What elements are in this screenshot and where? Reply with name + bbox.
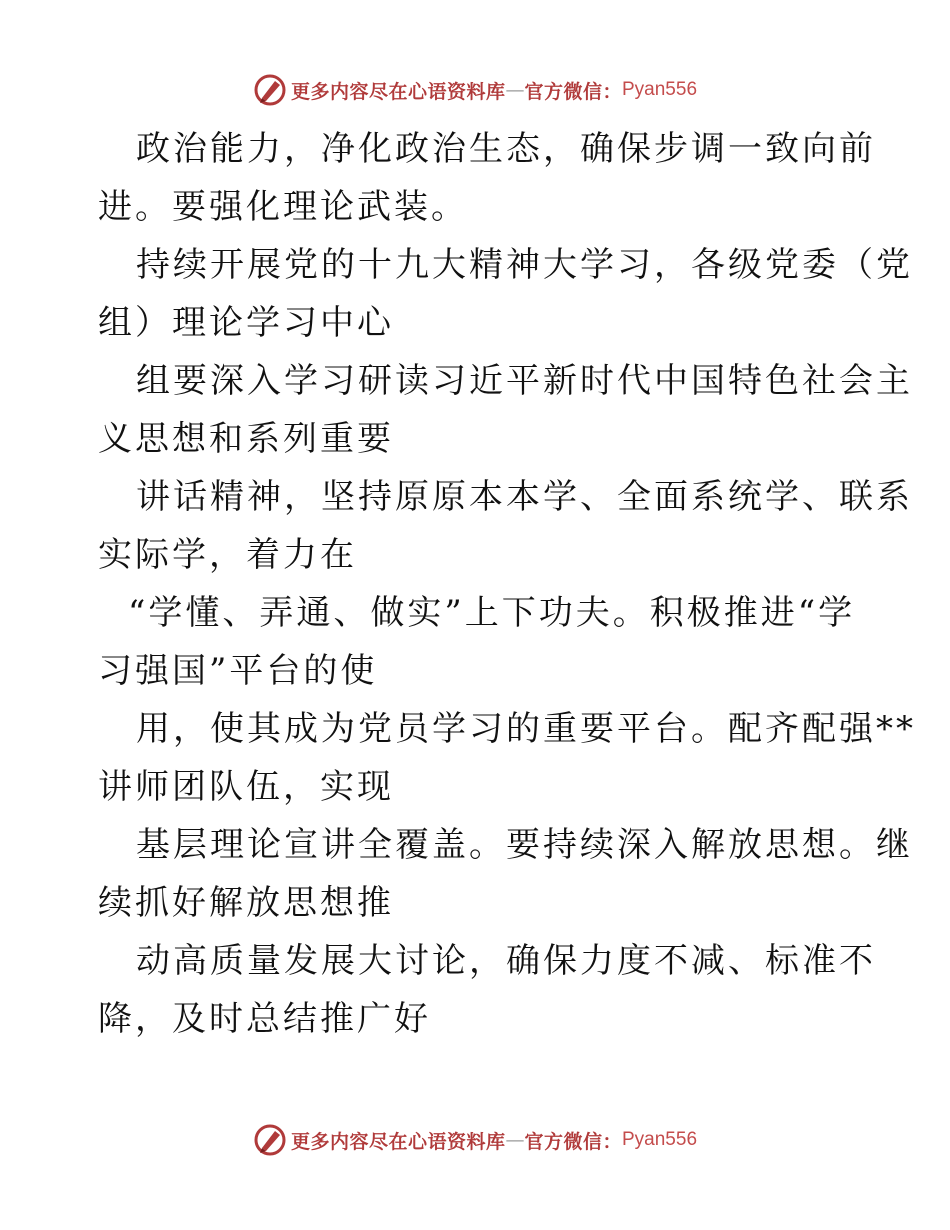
body-line: 持续开展党的十九大精神大学习，各级党委（党 <box>136 245 913 285</box>
pen-logo-icon <box>253 73 287 107</box>
banner-wechat-label: 官方微信： <box>524 1130 622 1153</box>
footer-banner <box>0 1120 950 1160</box>
banner-main-text: 更多内容尽在心语资料库 <box>290 80 506 103</box>
body-line: 基层理论宣讲全覆盖。要持续深入解放思想。继 <box>136 825 913 865</box>
body-line: 讲话精神，坚持原原本本学、全面系统学、联系 <box>136 477 913 517</box>
pen-logo-icon <box>253 1123 287 1157</box>
banner-dash: — <box>505 79 525 101</box>
body-line: 义思想和系列重要 <box>98 419 394 459</box>
body-line: 降，及时总结推广好 <box>98 999 431 1039</box>
body-line: 实际学，着力在 <box>98 535 357 575</box>
banner-dash: — <box>505 1129 525 1151</box>
banner-wechat-id: Pyan556 <box>622 1129 698 1150</box>
header-banner <box>0 70 950 110</box>
body-line: 组）理论学习中心 <box>98 303 394 343</box>
body-line: 动高质量发展大讨论，确保力度不减、标准不 <box>136 941 876 981</box>
banner-wechat-label: 官方微信： <box>524 80 622 103</box>
banner-wechat-id: Pyan556 <box>622 79 698 100</box>
body-line: 用，使其成为党员学习的重要平台。配齐配强** <box>136 709 916 749</box>
body-line: 续抓好解放思想推 <box>98 883 394 923</box>
body-line: “学懂、弄通、做实”上下功夫。积极推进“学 <box>128 593 856 633</box>
body-line: 讲师团队伍，实现 <box>98 767 394 807</box>
body-line: 习强国”平台的使 <box>98 651 378 691</box>
body-line: 政治能力，净化政治生态，确保步调一致向前 <box>136 129 876 169</box>
body-line: 组要深入学习研读习近平新时代中国特色社会主 <box>136 361 913 401</box>
banner-main-text: 更多内容尽在心语资料库 <box>290 1130 506 1153</box>
body-line: 进。要强化理论武装。 <box>98 187 468 227</box>
